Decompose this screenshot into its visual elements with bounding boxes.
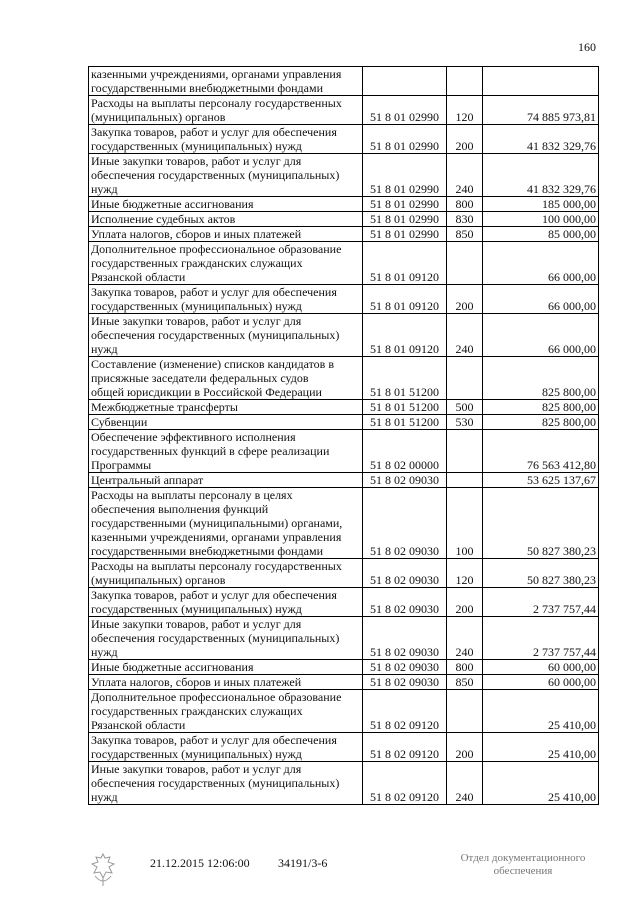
- expense-type-cell: 200: [447, 733, 483, 762]
- expense-type-cell: 240: [447, 617, 483, 660]
- target-code-cell: 51 8 02 09030: [363, 559, 447, 588]
- table-row: [89, 617, 599, 660]
- amount-cell: 41 832 329,76: [483, 125, 599, 154]
- table-row: [89, 660, 599, 675]
- target-code-cell: 51 8 01 02990: [363, 154, 447, 197]
- target-code-cell: 51 8 02 09120: [363, 733, 447, 762]
- target-code-cell: 51 8 01 51200: [363, 415, 447, 430]
- amount-cell: 2 737 757,44: [483, 617, 599, 660]
- expense-type-cell: [447, 690, 483, 733]
- expense-type-cell: 240: [447, 762, 483, 805]
- amount-cell: 185 000,00: [483, 197, 599, 212]
- amount-cell: 2 737 757,44: [483, 588, 599, 617]
- amount-cell: 66 000,00: [483, 242, 599, 285]
- target-code-cell: [363, 67, 447, 96]
- target-code-cell: 51 8 02 09120: [363, 690, 447, 733]
- target-code-cell: 51 8 02 09030: [363, 660, 447, 675]
- table-row: [89, 197, 599, 212]
- table-row: [89, 285, 599, 314]
- table-row: [89, 67, 599, 96]
- document-code: 34191/3-6: [278, 856, 328, 870]
- amount-cell: 25 410,00: [483, 690, 599, 733]
- table-row: [89, 762, 599, 805]
- expense-name-cell: Составление (изменение) списков кандидатов в присяжные заседатели федеральных судов общей юрисдикции в Российской Федерации: [89, 357, 363, 400]
- expense-type-cell: [447, 473, 483, 488]
- table-row: [89, 430, 599, 473]
- expense-type-cell: [447, 242, 483, 285]
- expense-name-cell: Межбюджетные трансферты: [89, 400, 363, 415]
- table-row: [89, 559, 599, 588]
- target-code-cell: 51 8 01 51200: [363, 400, 447, 415]
- expense-name-cell: Расходы на выплаты персоналу государственных (муниципальных) органов: [89, 559, 363, 588]
- table-row: [89, 690, 599, 733]
- table-row: [89, 415, 599, 430]
- footer: [88, 852, 618, 892]
- amount-cell: 66 000,00: [483, 285, 599, 314]
- target-code-cell: 51 8 02 09030: [363, 675, 447, 690]
- expense-type-cell: 530: [447, 415, 483, 430]
- expense-type-cell: 850: [447, 227, 483, 242]
- expense-name-cell: Закупка товаров, работ и услуг для обеспечения государственных (муниципальных) нужд: [89, 285, 363, 314]
- budget-table: [88, 66, 599, 805]
- table-row: [89, 125, 599, 154]
- table-row: [89, 242, 599, 285]
- table-row: [89, 733, 599, 762]
- target-code-cell: 51 8 01 02990: [363, 212, 447, 227]
- amount-cell: 50 827 380,23: [483, 559, 599, 588]
- expense-type-cell: 800: [447, 197, 483, 212]
- expense-name-cell: Дополнительное профессиональное образование государственных гражданских служащих Рязанской области: [89, 690, 363, 733]
- page-number: 160: [578, 40, 596, 54]
- expense-name-cell: Уплата налогов, сборов и иных платежей: [89, 227, 363, 242]
- amount-cell: 74 885 973,81: [483, 96, 599, 125]
- amount-cell: 76 563 412,80: [483, 430, 599, 473]
- print-timestamp: 21.12.2015 12:06:00: [150, 856, 250, 870]
- target-code-cell: 51 8 02 09030: [363, 617, 447, 660]
- amount-cell: 50 827 380,23: [483, 488, 599, 559]
- target-code-cell: 51 8 02 00000: [363, 430, 447, 473]
- expense-type-cell: 500: [447, 400, 483, 415]
- target-code-cell: 51 8 02 09120: [363, 762, 447, 805]
- table-row: [89, 400, 599, 415]
- expense-name-cell: Центральный аппарат: [89, 473, 363, 488]
- coat-of-arms-icon: [88, 852, 118, 888]
- expense-type-cell: 240: [447, 314, 483, 357]
- expense-name-cell: Иные закупки товаров, работ и услуг для обеспечения государственных (муниципальных) нужд: [89, 314, 363, 357]
- target-code-cell: 51 8 01 02990: [363, 197, 447, 212]
- expense-name-cell: Исполнение судебных актов: [89, 212, 363, 227]
- expense-name-cell: Иные закупки товаров, работ и услуг для обеспечения государственных (муниципальных) нужд: [89, 154, 363, 197]
- table-row: [89, 675, 599, 690]
- table-row: [89, 473, 599, 488]
- amount-cell: 25 410,00: [483, 762, 599, 805]
- table-row: [89, 314, 599, 357]
- expense-type-cell: [447, 430, 483, 473]
- expense-name-cell: Иные закупки товаров, работ и услуг для обеспечения государственных (муниципальных) нужд: [89, 762, 363, 805]
- expense-type-cell: 830: [447, 212, 483, 227]
- amount-cell: 25 410,00: [483, 733, 599, 762]
- amount-cell: 825 800,00: [483, 415, 599, 430]
- amount-cell: 100 000,00: [483, 212, 599, 227]
- expense-name-cell: Обеспечение эффективного исполнения государственных функций в сфере реализации Программы: [89, 430, 363, 473]
- target-code-cell: 51 8 01 02990: [363, 227, 447, 242]
- expense-type-cell: 850: [447, 675, 483, 690]
- target-code-cell: 51 8 01 09120: [363, 242, 447, 285]
- expense-name-cell: Закупка товаров, работ и услуг для обеспечения государственных (муниципальных) нужд: [89, 125, 363, 154]
- expense-name-cell: казенными учреждениями, органами управления государственными внебюджетными фондами: [89, 67, 363, 96]
- amount-cell: 60 000,00: [483, 660, 599, 675]
- amount-cell: [483, 67, 599, 96]
- table-row: [89, 357, 599, 400]
- expense-type-cell: 120: [447, 559, 483, 588]
- target-code-cell: 51 8 01 09120: [363, 285, 447, 314]
- expense-type-cell: [447, 67, 483, 96]
- table-row: [89, 96, 599, 125]
- expense-name-cell: Закупка товаров, работ и услуг для обеспечения государственных (муниципальных) нужд: [89, 733, 363, 762]
- expense-type-cell: 200: [447, 285, 483, 314]
- amount-cell: 41 832 329,76: [483, 154, 599, 197]
- amount-cell: 66 000,00: [483, 314, 599, 357]
- expense-name-cell: Иные закупки товаров, работ и услуг для обеспечения государственных (муниципальных) нужд: [89, 617, 363, 660]
- expense-name-cell: Субвенции: [89, 415, 363, 430]
- target-code-cell: 51 8 01 09120: [363, 314, 447, 357]
- target-code-cell: 51 8 01 02990: [363, 96, 447, 125]
- expense-type-cell: 100: [447, 488, 483, 559]
- amount-cell: 85 000,00: [483, 227, 599, 242]
- table-row: [89, 154, 599, 197]
- expense-type-cell: 200: [447, 125, 483, 154]
- target-code-cell: 51 8 02 09030: [363, 588, 447, 617]
- table-row: [89, 227, 599, 242]
- expense-name-cell: Закупка товаров, работ и услуг для обеспечения государственных (муниципальных) нужд: [89, 588, 363, 617]
- amount-cell: 825 800,00: [483, 400, 599, 415]
- table-row: [89, 588, 599, 617]
- amount-cell: 60 000,00: [483, 675, 599, 690]
- target-code-cell: 51 8 01 51200: [363, 357, 447, 400]
- target-code-cell: 51 8 02 09030: [363, 488, 447, 559]
- target-code-cell: 51 8 02 09030: [363, 473, 447, 488]
- amount-cell: 53 625 137,67: [483, 473, 599, 488]
- table-row: [89, 488, 599, 559]
- expense-name-cell: Иные бюджетные ассигнования: [89, 197, 363, 212]
- expense-type-cell: 800: [447, 660, 483, 675]
- expense-name-cell: Дополнительное профессиональное образование государственных гражданских служащих Рязанской области: [89, 242, 363, 285]
- expense-name-cell: Уплата налогов, сборов и иных платежей: [89, 675, 363, 690]
- table-body: [89, 67, 599, 805]
- expense-name-cell: Иные бюджетные ассигнования: [89, 660, 363, 675]
- target-code-cell: 51 8 01 02990: [363, 125, 447, 154]
- table-row: [89, 212, 599, 227]
- amount-cell: 825 800,00: [483, 357, 599, 400]
- expense-type-cell: 240: [447, 154, 483, 197]
- expense-name-cell: Расходы на выплаты персоналу в целях обеспечения выполнения функций государственными (муниципальными) органами, казенными учреждениями, органами управления государственными внебюджетными фондами: [89, 488, 363, 559]
- expense-type-cell: 200: [447, 588, 483, 617]
- department-stamp: Отдел документационного обеспечения: [460, 852, 586, 877]
- expense-name-cell: Расходы на выплаты персоналу государственных (муниципальных) органов: [89, 96, 363, 125]
- expense-type-cell: [447, 357, 483, 400]
- expense-type-cell: 120: [447, 96, 483, 125]
